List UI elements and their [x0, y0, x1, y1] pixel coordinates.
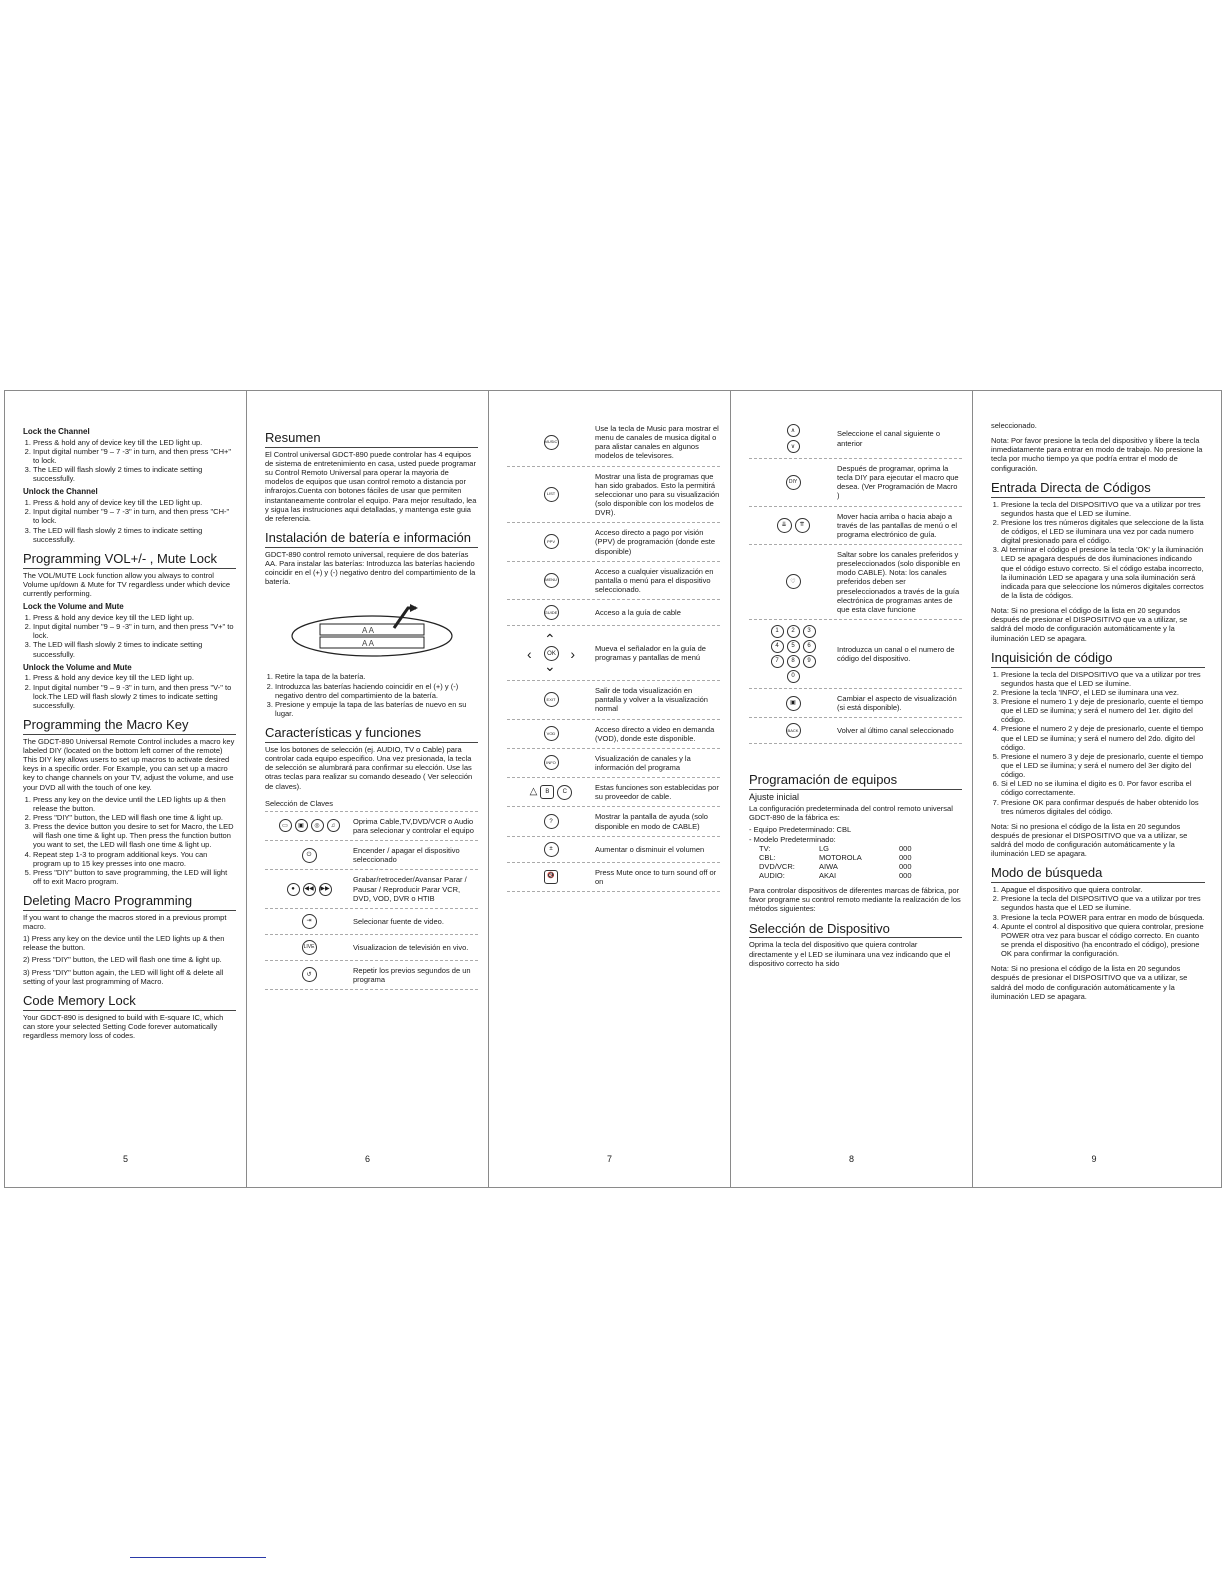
key-row-page: [749, 507, 962, 545]
info-icon: INFO: [544, 755, 559, 770]
delete-heading: Deleting Macro Programming: [23, 893, 236, 911]
diy-icon: DIY: [786, 475, 801, 490]
vod-icon: VOD: [544, 726, 559, 741]
page-number: 6: [364, 1154, 370, 1165]
panel-page-6: [247, 391, 489, 1187]
default-line: - Equipo Predeterminado: CBL: [749, 825, 852, 835]
list-item: 3. The LED will flash slowly 2 times to indicate setting successfully.: [33, 465, 236, 483]
list-item: 4. Presione el numero 2 y deje de presionarlo, cuente el tiempo que el LED se ilumina; y será el numero del 2do. digito del código.: [1001, 724, 1205, 751]
battery-label: A A: [361, 626, 374, 636]
power-icon: ⏻: [265, 848, 353, 863]
resumen-text: El Control universal GDCT-890 puede controlar has 4 equipos de sistema de entretenimiento en casa, usted puede programar su Control Remoto Universal para operar la mayoria de modelos de equipos que usan control remoto a distancia por infrarojos.Cuenta con botones fáciles de usar que permiten instantaneamente controlar el equipo. Para mejor resultado, lea y sigua las instruciones aqui detalladas, y mantenga este guia de referencia.: [265, 449, 477, 523]
vol-heading: Programming VOL+/- , Mute Lock: [23, 551, 236, 569]
lock-channel-steps: [23, 438, 236, 484]
list-item: 3. Presione la tecla POWER para entrar en modo de búsqueda.: [1001, 913, 1205, 922]
bateria-text: GDCT-890 control remoto universal, requiere de dos baterías AA. Para instalar las baterías: Introduzca las baterías haciendo coincidir en el (+) y (-) negativo dentro del compartimiento de la batería.: [265, 549, 476, 587]
key-text: Mueva el señalador en la guía de programas y pantallas de menú: [595, 643, 706, 663]
ajuste-text: La configuración predeterminada del control remoto universal GDCT-890 de la fábrica es:: [749, 804, 953, 823]
key-text: Seleccione el canal siguiente o anterior: [837, 429, 940, 448]
list-item: 4. Repeat step 1-3 to program additional keys. You can program up to 15 key presses into one macro.: [33, 850, 236, 868]
ppv-icon: PPV: [544, 534, 559, 549]
list-item: 1. Press & hold any of device key till the LED light up.: [33, 498, 236, 507]
unlock-volume-title: Unlock the Volume and Mute: [23, 662, 132, 672]
list-item: 2. Input digital number "9 – 9 -3" in turn, and then press "V+" to lock.: [33, 622, 236, 640]
code-memory-heading: Code Memory Lock: [23, 993, 236, 1011]
number-pad-icon: [770, 625, 816, 683]
page-number: 8: [848, 1154, 854, 1165]
key-row-exit: [507, 681, 720, 719]
default-line: - Modelo Predeterminado:: [749, 834, 836, 844]
delete-intro: If you want to change the macros stored in a previous prompt macro.: [23, 912, 227, 932]
code-cell: 000: [899, 852, 912, 862]
list-item: 3. Al terminar el código el presione la tecla 'OK' y la iluminación LED se apagara después de dos iluminaciones indicando que el código estuvo correcto. Si el código estaba incorrecto, la iluminación LED se apagara y una sola iluminación será indicada para que seleccione los números digitales correctos de la lista de códigos.: [1001, 545, 1205, 600]
back-icon: BACK: [786, 723, 801, 738]
key-text: Press Mute once to turn sound off or on: [595, 867, 717, 886]
code-cell: DVD/VCR:: [759, 861, 795, 871]
delete-step: 1) Press any key on the device until the LED lights up & then release the button.: [23, 934, 225, 953]
list-item: 3. Press the device button you desire to set for Macro, the LED will flash one time & light up. Then press the function button you want to set, the LED will flash one time & light up.: [33, 822, 236, 849]
macro-heading: Programming the Macro Key: [23, 717, 236, 735]
list-item: 1. Presione la tecla del DISPOSITIVO que va a utilizar por tres segundos hasta que el LED se ilumine.: [1001, 670, 1205, 688]
a-key-icon: △: [529, 786, 538, 798]
key-row-devices: [265, 811, 478, 841]
key-text: Acceso a la guía de cable: [595, 608, 681, 618]
code-cell: TV:: [759, 843, 771, 853]
input-icon: ⇥: [265, 914, 353, 929]
transport-icon: ● ◀◀ ▶▶: [265, 883, 353, 896]
key-text: Mostrar la pantalla de ayuda (solo disponible en modo de CABLE): [595, 812, 708, 831]
list-item: 4. Apunte el control al dispositivo que quiera controlar, presione POWER otra vez para buscar el código correcto. En cuanto se prenda el dispositivo (ha encontrado el código), presione OK para confirmar la configuración.: [1001, 922, 1205, 959]
list-item: 3. The LED will flash slowly 2 times to indicate setting successfully.: [33, 526, 236, 544]
codes-table: [759, 844, 962, 881]
bateria-heading: Instalación de batería e información: [265, 530, 478, 548]
caracteristicas-heading: Características y funciones: [265, 725, 478, 743]
music-icon: MUSIC: [544, 435, 559, 450]
key-row-music: [507, 419, 720, 467]
lock-volume-steps: [23, 613, 236, 659]
replay-icon: ↺: [265, 967, 353, 982]
entrada-heading: Entrada Directa de Códigos: [991, 480, 1205, 498]
code-cell: LG: [819, 843, 830, 853]
list-item: 7. Presione OK para confirmar después de haber obtenido los tres números digitales del código.: [1001, 798, 1205, 816]
list-item: 6. Si el LED no se ilumina el digito es 0. Por favor escriba el código correctamente.: [1001, 779, 1205, 797]
list-item: 5. Press "DIY" button to save programming, the LED will light off to exit Macro program.: [33, 868, 236, 886]
code-cell: MOTOROLA: [819, 852, 862, 862]
channel-down-icon: ∨: [787, 440, 800, 453]
number-key: 7: [771, 655, 784, 668]
dpad-icon: ⌃ ‹ OK › ⌄: [527, 631, 575, 675]
guide-icon: GUIDE: [544, 605, 559, 620]
resumen-heading: Resumen: [265, 430, 478, 448]
code-cell: AIWA: [819, 861, 838, 871]
key-row-menu: [507, 562, 720, 600]
lock-channel-title: Lock the Channel: [23, 427, 90, 436]
lock-volume-title: Lock the Volume and Mute: [23, 602, 124, 612]
programacion-heading: Programación de equipos: [749, 772, 962, 790]
list-item: 3. The LED will flash slowly 2 times to indicate setting successfully.: [33, 640, 236, 658]
channel-up-icon: ∧: [787, 424, 800, 437]
number-key: 6: [803, 640, 816, 653]
inquisicion-note: Nota: Si no presiona el código de la lista en 20 segundos después de presionar el DISPOSITIVO que va a utilizar, se saldrá del modo de configuración automáticamente y la iluminación LED se apagara.: [991, 821, 1188, 859]
entrada-steps: [991, 500, 1205, 601]
key-row-volume: [507, 837, 720, 863]
aspect-icon: ▣: [786, 696, 801, 711]
key-text: Acceso directo a pago por visión (PPV) de programación (donde este disponible): [595, 528, 716, 556]
busqueda-heading: Modo de búsqueda: [991, 865, 1205, 883]
key-row-vod: [507, 720, 720, 749]
battery-label: A A: [361, 639, 374, 649]
number-key: 8: [787, 655, 800, 668]
key-text: Volver al último canal seleccionado: [837, 726, 954, 736]
page-number: 9: [1091, 1154, 1097, 1165]
control-text: Para controlar dispositivos de diferentes marcas de fábrica, por favor programe su control remoto mediante la realización de los métodos siguientes:: [749, 886, 961, 914]
list-item: 1. Presione la tecla del DISPOSITIVO que va a utilizar por tres segundos hasta que el LED se ilumine.: [1001, 500, 1205, 518]
volume-icon: ±: [544, 842, 559, 857]
list-item: 2. Input digital number "9 – 9 -3" in turn, and then press "V-" to lock.The LED will flash slowly 2 times to indicate setting successfully.: [33, 683, 236, 710]
code-cell: 000: [899, 843, 912, 853]
key-text: Mostrar una lista de programas que han sido grabados. Esto la permitirá seleccionar uno para su visualización (solo disponible con los modelos de DVR).: [595, 471, 720, 518]
panel-page-8: [731, 391, 973, 1187]
delete-step: 3) Press "DIY" button again, the LED will light off & delete all setting of your last programming of Macro.: [23, 967, 224, 986]
key-text: Aumentar o disminuir el volumen: [595, 844, 705, 854]
vol-intro: The VOL/MUTE Lock function allow you always to control Volume up/down & Mute for TV regardless under which device currently performing.: [23, 570, 231, 599]
key-row-ok: [507, 626, 720, 681]
list-item: 2. Presione la tecla 'INFO', el LED se iluminara una vez.: [1001, 688, 1205, 697]
key-row-input: [265, 909, 478, 935]
key-text: Acceso directo a video en demanda (VOD), donde este disponible.: [595, 724, 715, 743]
key-text: Oprima Cable,TV,DVD/VCR o Audio para selecionar y controlar el equipo: [353, 816, 474, 835]
c-key-icon: C: [557, 785, 572, 800]
number-key: 9: [803, 655, 816, 668]
b-key-icon: B: [540, 785, 554, 799]
list-icon: LIST: [544, 487, 559, 502]
number-key: 5: [787, 640, 800, 653]
page-number: 7: [606, 1154, 612, 1165]
macro-steps: [23, 795, 236, 886]
footer-rule: [130, 1557, 266, 1558]
unlock-volume-steps: [23, 673, 236, 710]
list-item: 5. Presione el numero 3 y deje de presionarlo, cuente el tiempo que el LED se ilumina; y será el numero del 3er digito del código.: [1001, 752, 1205, 779]
key-row-diy: [749, 459, 962, 507]
code-memory-text: Your GDCT-890 is designed to build with E-square IC, which can store your selected Setting Code forever automatically regardless memory loss of codes.: [23, 1012, 224, 1041]
panel-page-7: [489, 391, 731, 1187]
key-text: Cambiar el aspecto de visualización (si está disponible).: [837, 693, 957, 713]
key-row-channel: [749, 419, 962, 459]
unlock-channel-steps: [23, 498, 236, 544]
code-cell: 000: [899, 861, 912, 871]
key-row-power: [265, 841, 478, 870]
exit-icon: EXIT: [544, 692, 559, 707]
panel-page-9: [973, 391, 1215, 1187]
seleccion-label: Selección de Claves: [265, 798, 333, 808]
key-row-guide: [507, 600, 720, 626]
unlock-channel-title: Unlock the Channel: [23, 487, 98, 497]
key-text: Visualización de canales y la información del programa: [595, 753, 691, 772]
list-item: 1. Apague el dispositivo que quiera controlar.: [1001, 885, 1205, 894]
key-text: Acceso a cualquier visualización en pantalla o menú para el dispositivo seleccionado.: [595, 566, 714, 594]
key-row-list: [507, 467, 720, 524]
help-icon: ?: [544, 814, 559, 829]
number-key: 3: [803, 625, 816, 638]
key-row-help: [507, 807, 720, 836]
key-text: Visualizacion de televisión en vivo.: [353, 942, 469, 952]
key-text: Después de programar, oprima la tecla DIY para ejecutar el macro que desea. (Ver Programación de Macro ): [837, 464, 959, 501]
battery-diagram: [282, 600, 462, 660]
key-text: Repetir los previos segundos de un programa: [353, 965, 471, 984]
list-item: 1. Press & hold any device key till the LED light up.: [33, 673, 236, 682]
key-row-transport: [265, 870, 478, 908]
delete-step: 2) Press "DIY" button, the LED will flash one time & light up.: [23, 955, 222, 965]
key-text: Encender / apagar el dispositivo seleccionado: [353, 846, 460, 865]
key-row-info: [507, 749, 720, 778]
mute-icon: 🔇: [544, 870, 558, 884]
number-key: 1: [771, 625, 784, 638]
seleccion-text: Oprima la tecla del dispositivo que quiera controlar directamente y el LED se iluminara una vez indicando que el dispositivo correcto ha sido: [749, 940, 951, 968]
menu-icon: MENU: [544, 573, 559, 588]
key-text: Salir de toda visualización en pantalla y volver a la visualización normal: [595, 686, 708, 714]
key-row-abc: [507, 778, 720, 807]
page-number: 5: [122, 1154, 128, 1165]
number-key: 4: [771, 640, 784, 653]
code-cell: CBL:: [759, 852, 776, 862]
list-item: 2. Press "DIY" button, the LED will flash one time & light up.: [33, 813, 236, 822]
key-row-ppv: [507, 523, 720, 561]
inquisicion-heading: Inquisición de código: [991, 650, 1205, 668]
key-text: Mover hacia arriba o hacia abajo a través de las pantallas de menú o el programa electrónico de guía.: [837, 511, 958, 539]
key-row-mute: [507, 863, 720, 892]
list-item: 1. Press & hold any of device key till the LED light up.: [33, 438, 236, 447]
heart-icon: ♡: [786, 574, 801, 589]
number-key: 0: [787, 670, 800, 683]
page-down-icon: ⇊: [777, 518, 792, 533]
list-item: 2. Presione los tres números digitales que seleccione de la lista de códigos, el LED se iluminara una vez por cada numero digital presionado para el código.: [1001, 518, 1205, 545]
entrada-note: Nota: Si no presiona el código de la lista en 20 segundos después de presionar el DISPOSITIVO que va a utilizar, se saldrá del modo de configuración automáticamente y la iluminación LED se apagara.: [991, 606, 1188, 643]
code-cell: AKAI: [819, 871, 837, 881]
key-text: Estas funciones son establecidas por su proveedor de cable.: [595, 783, 719, 802]
list-item: 2. Presione la tecla del DISPOSITIVO que va a utilizar por tres segundos hasta que el LED se ilumine.: [1001, 894, 1205, 912]
key-row-favorite: [749, 545, 962, 620]
device-keys-icon: ▭ ▣ ◎ ♫: [265, 819, 353, 832]
continued-text: seleccionado.: [991, 421, 1037, 430]
busqueda-steps: [991, 885, 1205, 958]
key-text: Selecionar fuente de video.: [353, 916, 444, 926]
continued-note: Nota: Por favor presione la tecla del dispositivo y libere la tecla inmediatamente para entrar en modo de trabajo. No presione la tecla por mucho tiempo ya que podría entrar el modo de configuración.: [991, 436, 1203, 473]
macro-intro: The GDCT-890 Universal Remote Control includes a macro key labeled DIY (located on the bottom left corner of the remote) This DIY key allows users to set up macros to activate desired keys in a specific order. For Example, you can set up a macro key to change channels on your TV, adjust the volume, and use your DVD all with the touch of one key.: [23, 736, 235, 792]
live-icon: LIVE: [265, 940, 353, 955]
key-text: Saltar sobre los canales preferidos y preseleccionados (solo disponible en modo CABLE). Nota: los canales preferidos deben ser preseleccionados a través de la guía electrónica de programas antes de que esta clave funcione: [837, 549, 960, 614]
list-item: 1. Press any key on the device until the LED lights up & then release the button.: [33, 795, 236, 813]
list-item: 2. Introduzca las baterías haciendo coincidir en el (+) y (-) negativo dentro del compartimiento de la batería.: [275, 682, 478, 700]
busqueda-note: Nota: Si no presiona el código de la lista en 20 segundos después de presionar el DISPOSITIVO que va a utilizar, se saldrá del modo de configuración automáticamente y la iluminación LED se apagara.: [991, 964, 1188, 1001]
list-item: 3. Presione el numero 1 y deje de presionarlo, cuente el tiempo que el LED se ilumina; y será el numero del 1er. digito del código.: [1001, 697, 1205, 724]
list-item: 1. Press & hold any device key till the LED light up.: [33, 613, 236, 622]
code-cell: 000: [899, 871, 912, 881]
caracteristicas-text: Use los botones de selección (ej. AUDIO, TV o Cable) para controlar cada equipo especifico. Una vez presionada, la tecla de selección se alumbrará para confirmar su elección. Use las otras teclas para realizar su comando deseado ( Ver selección de claves).: [265, 744, 473, 791]
key-row-number: [749, 620, 962, 689]
ajuste-heading: Ajuste inicial: [749, 792, 800, 803]
bateria-steps: [265, 672, 478, 718]
list-item: 2. Input digital number "9 – 7 -3" in turn, and then press "CH+" to lock.: [33, 447, 236, 465]
key-text: Use la tecla de Music para mostrar el menu de canales de musica digital o para alistar canales en algunos modelos de televisores.: [595, 424, 719, 461]
seleccion-heading: Selección de Dispositivo: [749, 921, 962, 939]
inquisicion-steps: [991, 670, 1205, 816]
key-row-live: [265, 935, 478, 961]
key-row-aspect: [749, 689, 962, 718]
panel-page-5: [5, 391, 247, 1187]
list-item: 3. Presione y empuje la tapa de las baterías de nuevo en su lugar.: [275, 700, 478, 718]
key-text: Introduzca un canal o el numero de código del dispositivo.: [837, 644, 955, 663]
key-row-replay: [265, 961, 478, 990]
key-row-back: [749, 718, 962, 744]
list-item: 1. Retire la tapa de la batería.: [275, 672, 478, 681]
code-cell: AUDIO:: [759, 871, 785, 881]
page-up-icon: ⇈: [795, 518, 810, 533]
key-text: Grabar/retroceder/Avansar Parar / Pausar / Reproducir Parar VCR, DVD, VOD, DVR o HTIB: [353, 875, 467, 903]
number-key: 2: [787, 625, 800, 638]
list-item: 2. Input digital number "9 – 7 -3" in turn, and then press "CH-" to lock.: [33, 507, 236, 525]
brochure-sheet: [4, 390, 1222, 1188]
